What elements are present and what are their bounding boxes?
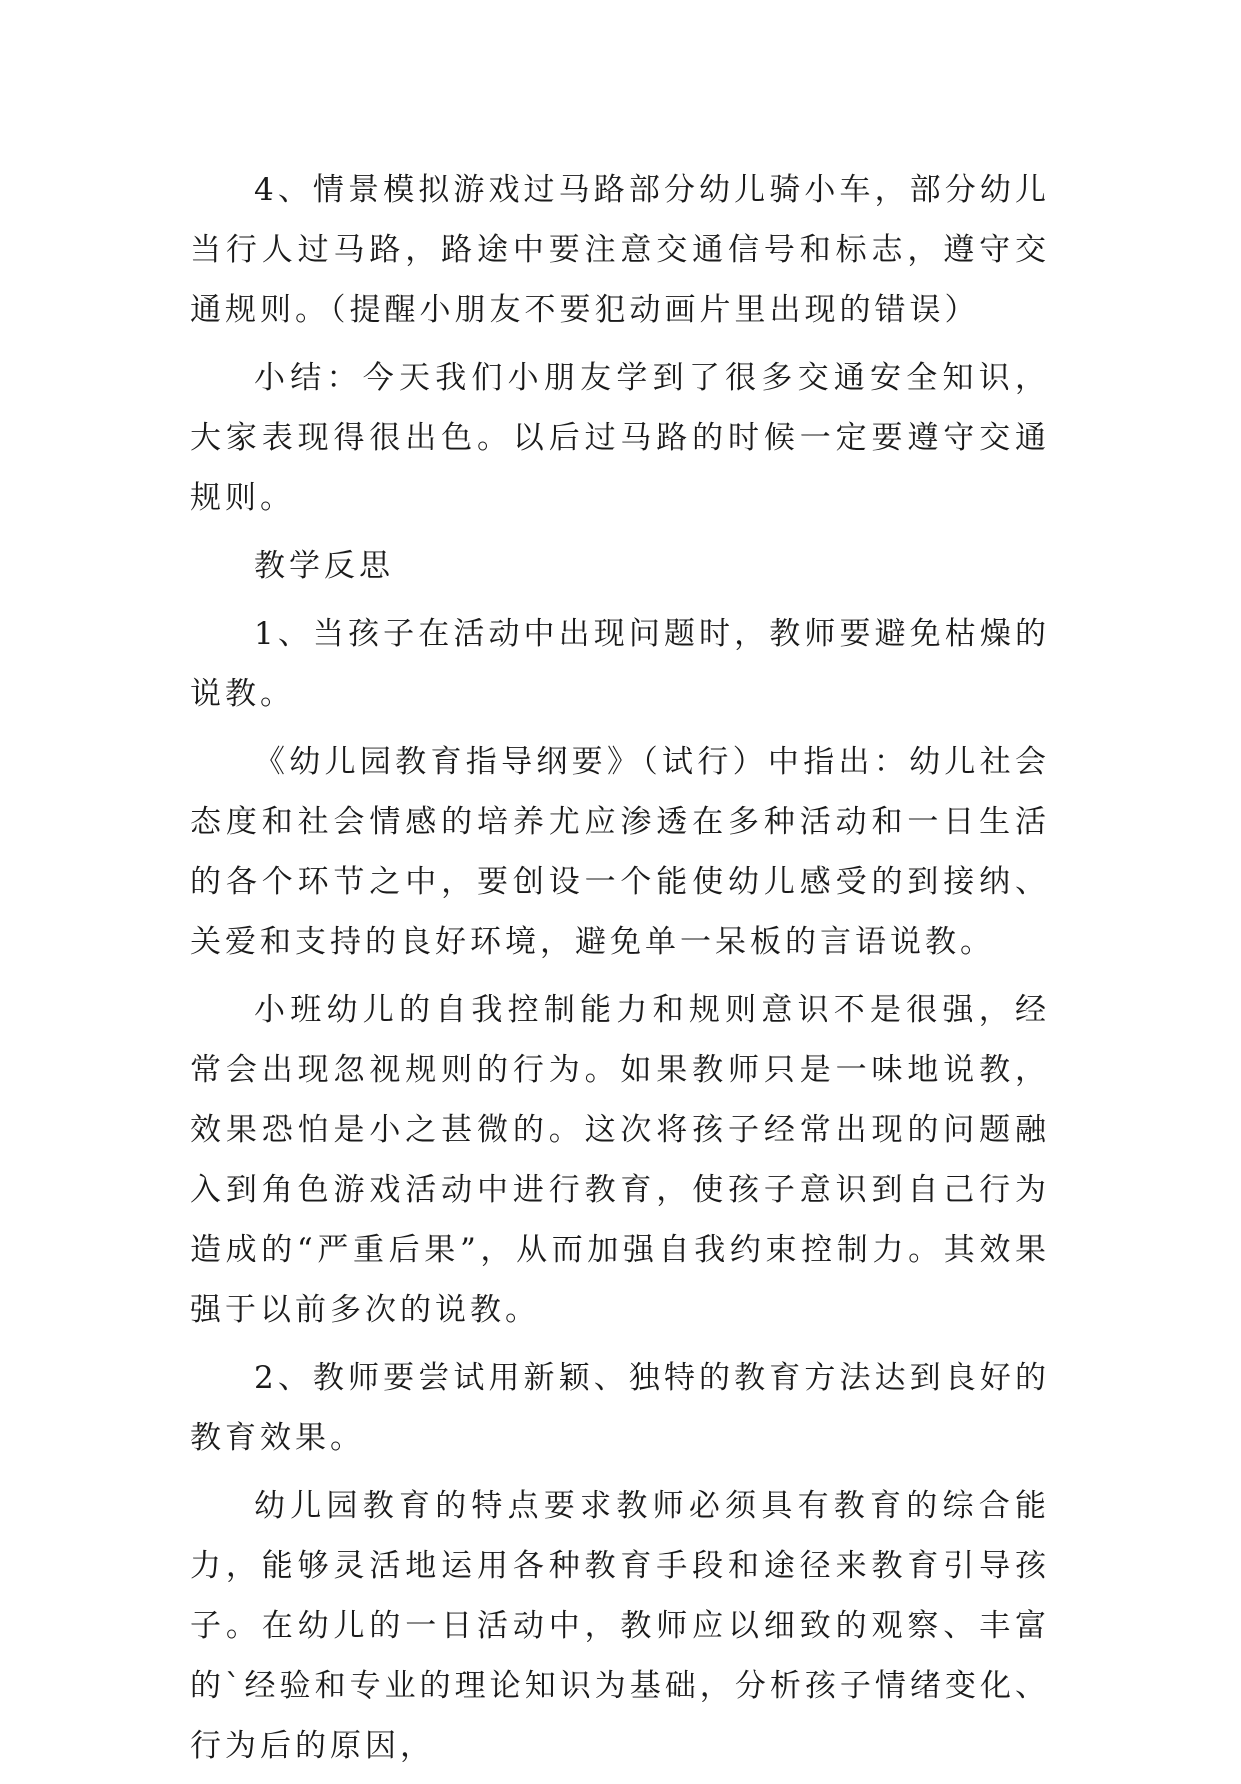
paragraph-summary: 小结：今天我们小朋友学到了很多交通安全知识，大家表现得很出色。以后过马路的时候一定要遵守交通规则。 [190,360,1050,516]
document-page [190,160,1050,1784]
paragraph-activity-step-4: 4、情景模拟游戏过马路部分幼儿骑小车，部分幼儿当行人过马路，路途中要注意交通信号和标志，遵守交通规则。（提醒小朋友不要犯动画片里出现的错误） [190,172,1050,328]
paragraph-guideline-quote: 《幼儿园教育指导纲要》（试行）中指出：幼儿社会态度和社会情感的培养尤应渗透在多种活动和一日生活的各个环节之中，要创设一个能使幼儿感受的到接纳、关爱和支持的良好环境，避免单一呆板的言语说教。 [190,744,1050,960]
paragraph-self-control: 小班幼儿的自我控制能力和规则意识不是很强，经常会出现忽视规则的行为。如果教师只是一味地说教，效果恐怕是小之甚微的。这次将孩子经常出现的问题融入到角色游戏活动中进行教育，使孩子意识到自己行为造成的“严重后果”，从而加强自我约束控制力。其效果强于以前多次的说教。 [190,992,1050,1328]
section-heading-teaching-reflection: 教学反思 [254,548,394,584]
paragraph-reflection-point-2: 2、教师要尝试用新颖、独特的教育方法达到良好的教育效果。 [190,1360,1050,1456]
paragraph-reflection-point-1: 1、当孩子在活动中出现问题时，教师要避免枯燥的说教。 [190,616,1050,712]
paragraph-education-methods: 幼儿园教育的特点要求教师必须具有教育的综合能力，能够灵活地运用各种教育手段和途径来教育引导孩子。在幼儿的一日活动中，教师应以细致的观察、丰富的`经验和专业的理论知识为基础，分析孩子情绪变化、行为后的原因， [190,1488,1050,1764]
